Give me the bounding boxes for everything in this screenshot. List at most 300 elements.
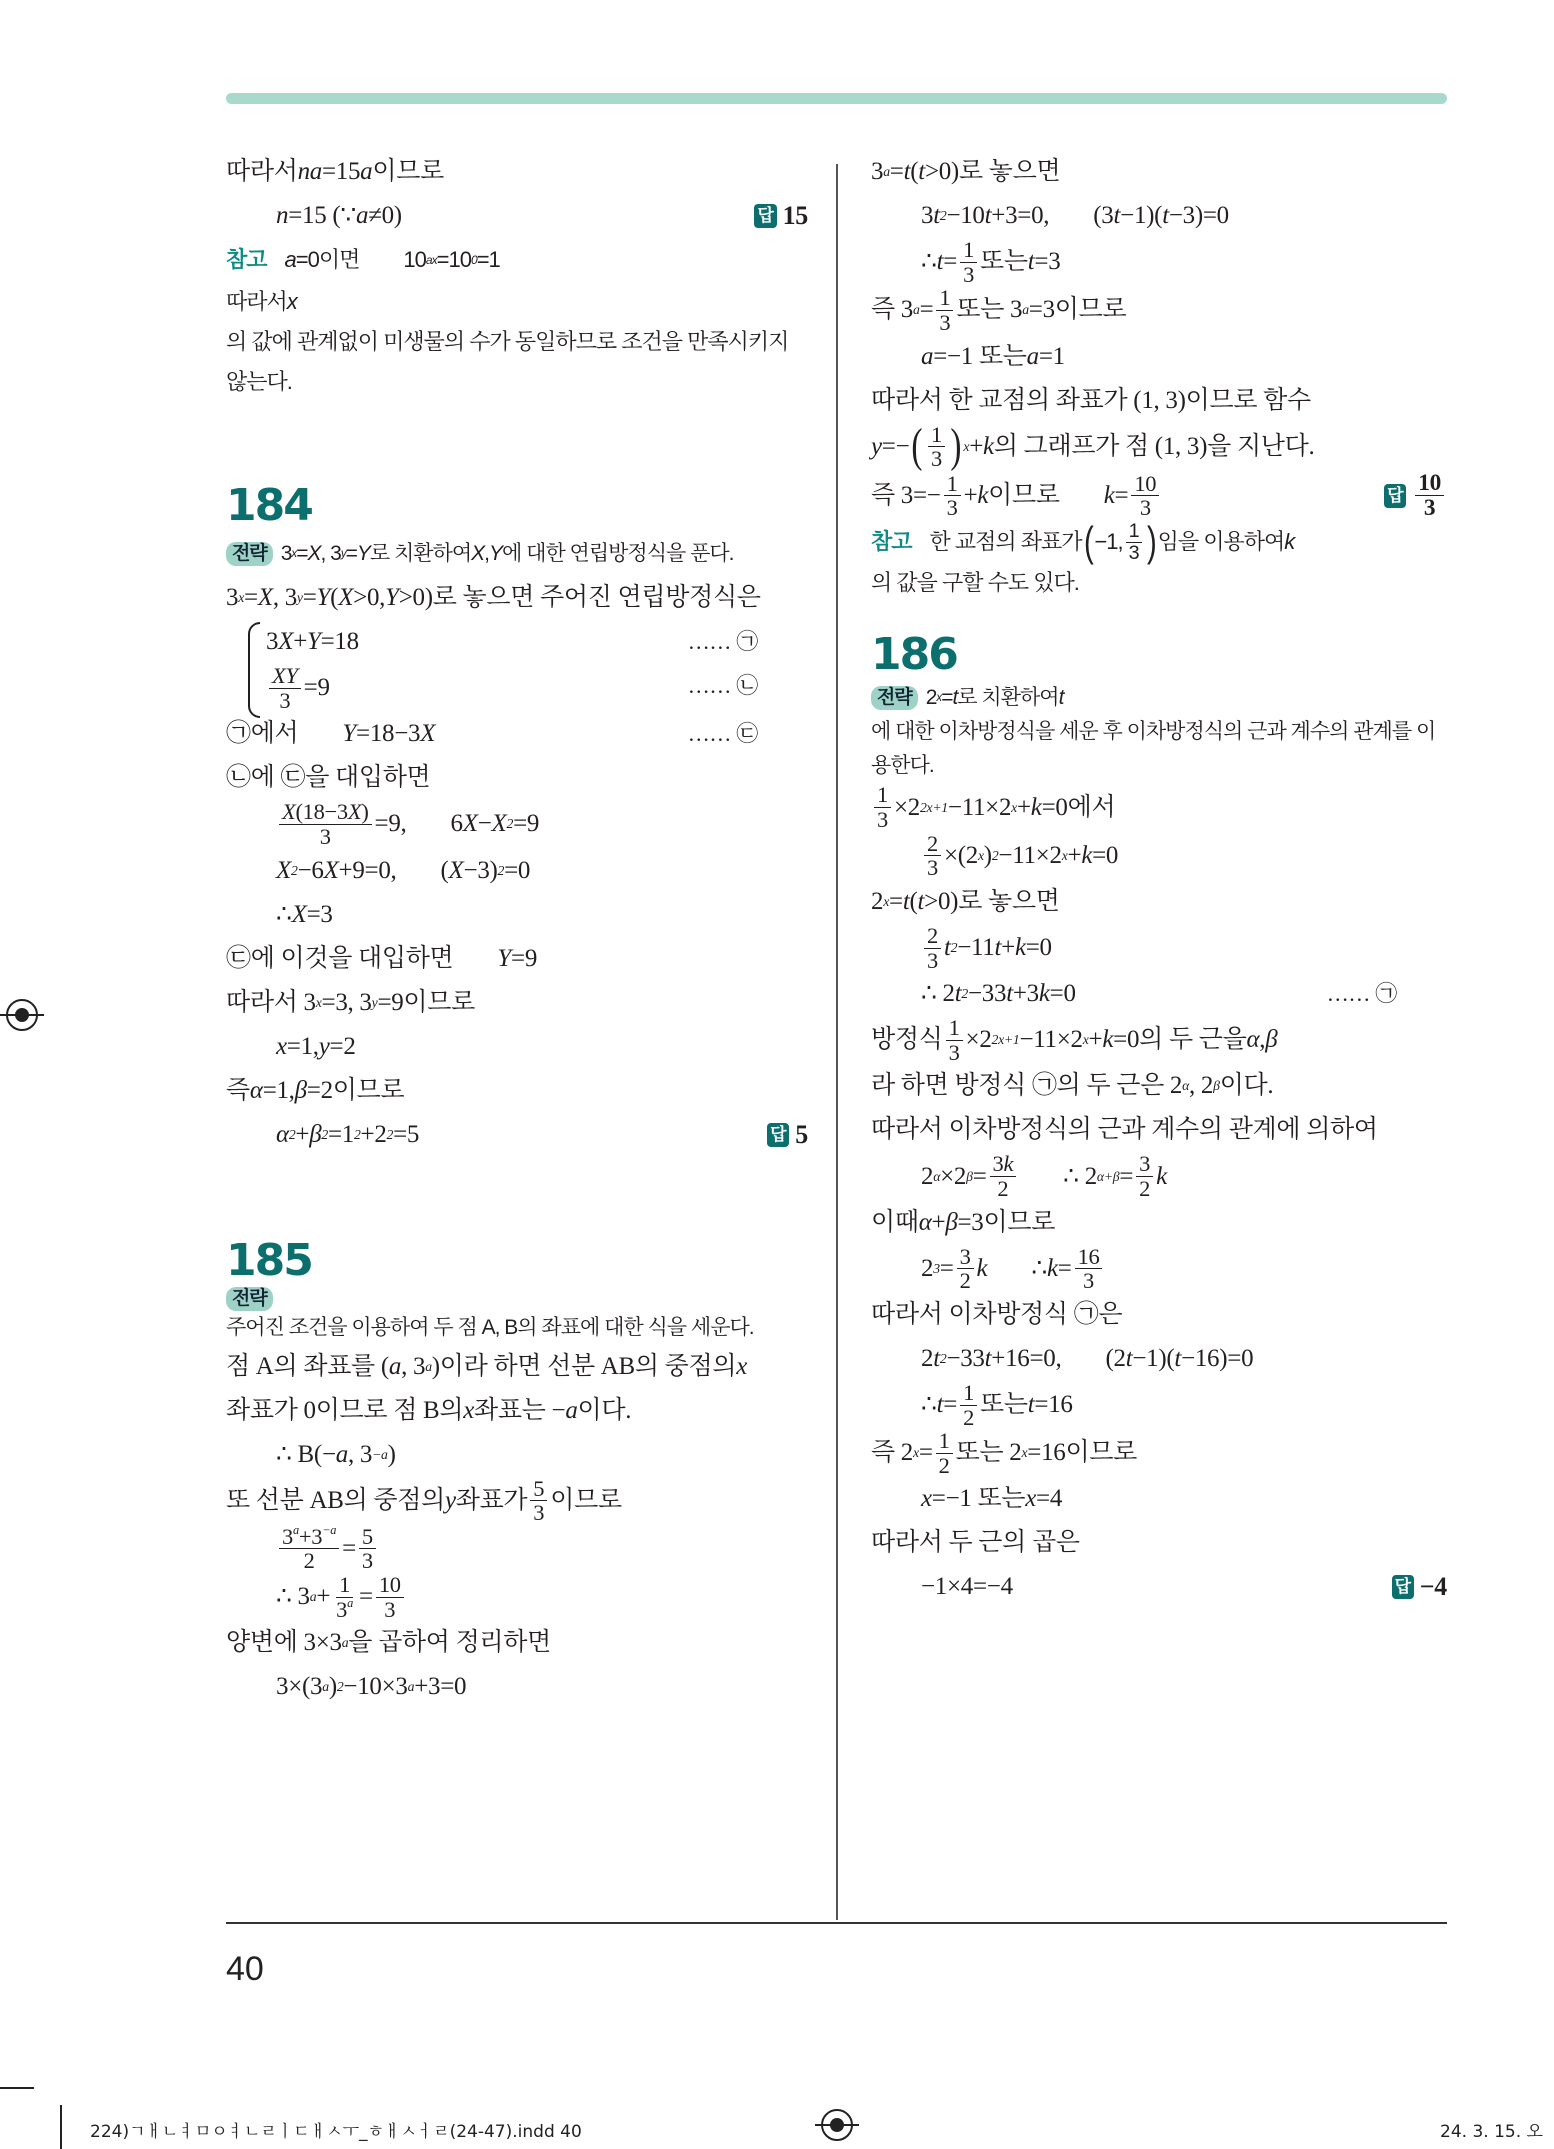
text-run: 3 xyxy=(280,542,292,565)
text-run: =15 (∵ xyxy=(288,202,356,229)
solution-line xyxy=(871,335,1447,379)
fraction-denominator xyxy=(1080,1269,1097,1293)
note-line xyxy=(871,518,1447,604)
text-run: −11×2 xyxy=(998,841,1062,869)
text-run: −11×2 xyxy=(947,793,1012,821)
text-run: 5 xyxy=(533,1475,545,1501)
solution-line xyxy=(226,893,808,937)
solution-line: $\frac{X(18-3X)}{3}$ =9, 6 X − X 2 =9 xyxy=(226,800,808,848)
math-variable: k xyxy=(1103,481,1115,509)
fraction-denominator xyxy=(276,689,293,713)
solution-line xyxy=(226,756,808,800)
problem-number: 185 xyxy=(226,1234,312,1286)
answer xyxy=(767,1113,808,1157)
text-run: = xyxy=(972,1162,987,1190)
math-variable: X xyxy=(491,810,507,838)
math-variable: t xyxy=(933,202,940,229)
solution-line: 2 3 = $\frac{3}{2}$ k ∴ k = $\frac{16}{3}$ xyxy=(871,1245,1447,1293)
system-row xyxy=(266,664,808,712)
text-run: =1 xyxy=(1038,342,1065,370)
fraction-denominator xyxy=(301,1549,318,1573)
text-run: ∴ 2 xyxy=(921,980,955,1008)
text-run: 3 xyxy=(1139,495,1151,521)
strategy-badge: 전략 xyxy=(871,686,918,710)
solution-line: 따라서 3 x =3, 3 y =9이므로 xyxy=(226,981,808,1025)
text-run: 10 xyxy=(378,1572,401,1597)
math-variable: X xyxy=(282,799,296,825)
text-run: 에 대한 이차방정식을 세운 후 이차방정식의 근과 계수의 관계를 이용한다. xyxy=(871,720,1436,778)
brace-icon xyxy=(248,622,260,718)
text-run: +3 xyxy=(1012,980,1039,1008)
page-number: 40 xyxy=(226,1950,264,1988)
text-run: =9 xyxy=(513,810,540,838)
text-run: = xyxy=(1119,1162,1134,1190)
text-run: 2 xyxy=(921,1344,934,1372)
text-run: 라 하면 방정식 ㉠의 두 근은 2 xyxy=(871,1072,1183,1100)
fraction xyxy=(936,286,953,334)
math-variable: k xyxy=(1081,841,1093,869)
strategy-badge: 전략 xyxy=(226,1287,273,1311)
text-run: ) xyxy=(387,1440,396,1468)
problem-number: 186 xyxy=(871,629,957,681)
fraction xyxy=(359,1525,376,1573)
footer-date: 24. 3. 15. 오 xyxy=(1440,2122,1543,2142)
text-run: =0에서 xyxy=(1041,793,1116,821)
solution-line: 2 α ×2 β = $\frac{3k}{2}$ ∴ 2 α+β = $\frac{3}{2}$ k xyxy=(921,1151,1167,1202)
fraction-denominator xyxy=(994,1177,1011,1201)
text-run: , 3 xyxy=(401,1352,426,1380)
math-variable: t xyxy=(902,887,910,915)
strategy-line xyxy=(226,1287,808,1345)
text-run: + xyxy=(931,1208,946,1236)
fraction-numerator xyxy=(924,924,941,949)
text-run: 10 xyxy=(403,247,426,272)
system-row xyxy=(266,620,808,664)
text-run: 또는 xyxy=(980,248,1028,276)
text-run: 또 선분 AB의 중점의 xyxy=(226,1486,445,1514)
text-run: 즉 3 xyxy=(871,296,914,324)
fraction xyxy=(1126,521,1142,564)
header-color-bar xyxy=(226,93,1447,104)
text-run: = xyxy=(943,248,958,276)
text-run: 3 xyxy=(1128,541,1139,564)
math-variable: X xyxy=(276,856,291,884)
fraction-numerator xyxy=(1126,521,1142,543)
bottom-rule xyxy=(226,1922,1447,1924)
text-run: +3 xyxy=(298,1523,323,1549)
answer xyxy=(1384,471,1447,521)
text-run: 이때 xyxy=(871,1208,919,1236)
fraction-denominator xyxy=(1136,1177,1153,1201)
text-run: 1 xyxy=(963,237,975,262)
text-run: =3이므로 xyxy=(957,1208,1056,1236)
text-run: 2 xyxy=(925,686,937,710)
solution-line xyxy=(871,471,1447,521)
math-variable: x xyxy=(286,289,297,314)
solution-line xyxy=(871,1108,1447,1152)
fraction-denominator xyxy=(1421,496,1438,521)
text-run: +9=0, xyxy=(338,856,397,884)
answer-tag: 답 xyxy=(1384,484,1406,508)
fraction-denominator xyxy=(957,1269,974,1293)
text-run: 3 xyxy=(226,584,239,611)
text-run: = xyxy=(296,542,308,565)
text-run: 3 xyxy=(948,1039,960,1065)
fraction-denominator xyxy=(960,263,977,287)
fraction-numerator xyxy=(960,238,977,263)
text-run: 3 xyxy=(959,1243,971,1269)
fraction-numerator xyxy=(279,800,372,825)
math-variable: β xyxy=(309,1120,322,1148)
answer xyxy=(1392,1565,1447,1609)
text-run: + xyxy=(1088,1026,1103,1054)
text-run: ×2 xyxy=(940,1162,967,1190)
text-run: 2 xyxy=(921,1254,934,1282)
solution-line: $\frac{1}{3}$ ×2 2x+1 −11×2 x + k =0에서 xyxy=(871,783,1447,831)
solution-line xyxy=(871,1477,1447,1521)
text-run: = xyxy=(1114,481,1129,509)
text-run: +16=0, xyxy=(991,1344,1062,1372)
text-run: =0 xyxy=(1049,980,1076,1008)
big-parenthesis: ) xyxy=(950,419,962,472)
fraction xyxy=(1136,1152,1153,1200)
big-parenthesis: ) xyxy=(1146,518,1156,566)
text-run: −1, xyxy=(1094,529,1123,555)
math-variable: x xyxy=(463,1396,475,1424)
fraction-numerator xyxy=(924,832,941,857)
text-run: 의 값을 구할 수도 있다. xyxy=(871,570,1079,596)
text-run: 3 xyxy=(927,855,938,881)
fraction xyxy=(936,1429,953,1477)
solution-line xyxy=(871,379,1447,423)
fraction-denominator xyxy=(359,1549,376,1573)
fraction xyxy=(990,1152,1017,1200)
math-variable: Y xyxy=(489,542,503,565)
left-column xyxy=(226,150,808,1709)
text-run: (18−3 xyxy=(295,799,348,825)
text-run: 즉 xyxy=(226,1076,250,1104)
strategy-line: 전략 3 x = X , 3 y = Y 로 치환하여 X , Y 에 대한 연립방정식을 푼다. xyxy=(226,532,808,576)
text-run: 10 xyxy=(1418,469,1441,496)
text-run: =0 xyxy=(1092,841,1119,869)
math-variable: k xyxy=(1156,1162,1167,1190)
fraction-denominator xyxy=(928,447,945,471)
text-run: =3 xyxy=(1034,248,1061,276)
text-run: = xyxy=(939,1254,954,1282)
fraction-numerator xyxy=(960,1381,977,1406)
math-variable: y xyxy=(871,432,882,460)
fraction-numerator xyxy=(376,1573,404,1598)
text-run: =9 xyxy=(511,944,538,972)
text-run: 좌표가 xyxy=(455,1486,528,1514)
text-run: >0)로 놓으면 주어진 연립방정식은 xyxy=(398,584,761,611)
note-line: 참고 a =0이면 10 ax =10 0 =1 xyxy=(226,238,808,282)
math-variable: a xyxy=(921,342,934,370)
fraction-numerator xyxy=(936,1429,953,1454)
text-run: + xyxy=(1001,934,1015,962)
math-variable: X xyxy=(448,856,464,884)
text-run: 1 xyxy=(939,285,951,311)
text-run: ∴ B(− xyxy=(276,1440,336,1468)
text-run: ( xyxy=(910,158,919,185)
fraction xyxy=(874,783,891,831)
equation-marker: …… ㉡ xyxy=(687,673,758,698)
fraction-denominator xyxy=(924,856,941,880)
math-variable: α xyxy=(1246,1026,1260,1054)
math-variable: X xyxy=(462,810,478,838)
math-variable: t xyxy=(1027,1391,1035,1419)
text-run: 3 xyxy=(871,158,884,185)
text-run: −16)=0 xyxy=(1181,1344,1254,1372)
solution-line: 3 x = X , 3 y = Y ( X >0, Y >0)로 놓으면 주어진 연립방정식은 xyxy=(226,576,808,620)
text-run: =1 xyxy=(327,1120,354,1148)
solution-line: 2 t 2 −33 t +16=0, (2 t −1)( t −16)=0 xyxy=(871,1337,1447,1381)
text-run: 5 xyxy=(361,1523,373,1549)
text-run: (3 xyxy=(1093,202,1114,229)
superscript: a xyxy=(347,1595,353,1610)
fraction xyxy=(944,472,961,520)
text-run: 3 xyxy=(921,202,934,229)
math-variable: y xyxy=(444,1486,456,1514)
fraction-numerator xyxy=(946,1016,963,1041)
fraction xyxy=(946,1016,963,1064)
math-variable: X xyxy=(323,856,339,884)
text-run: >0, xyxy=(353,584,386,611)
fraction xyxy=(928,423,945,471)
math-variable: X xyxy=(347,799,362,825)
text-run: 1 xyxy=(930,421,942,447)
text-run: = xyxy=(918,1439,933,1467)
math-variable: t xyxy=(1174,1344,1182,1372)
text-run: 이므로 xyxy=(550,1486,622,1514)
answer-tag: 답 xyxy=(1392,1575,1414,1599)
math-variable: XY xyxy=(272,663,298,688)
fraction xyxy=(924,924,941,972)
text-run: ㉠에서 xyxy=(226,720,299,748)
text-run: ( xyxy=(440,856,449,884)
text-run: =1, xyxy=(286,1032,319,1060)
text-run: 1 xyxy=(1128,519,1139,542)
text-run: +3=0 xyxy=(414,1673,467,1701)
text-run: = xyxy=(302,584,317,611)
math-variable: t xyxy=(918,158,925,185)
text-run: = xyxy=(1057,1254,1072,1282)
text-run: = xyxy=(244,584,258,611)
math-variable: k xyxy=(1284,529,1295,555)
text-run: 1 xyxy=(948,1015,960,1041)
text-run: 좌표는 − xyxy=(474,1396,566,1424)
text-run: =9이므로 xyxy=(377,988,475,1016)
text-run: 한 교점의 좌표가 xyxy=(929,529,1082,555)
text-run: 양변에 3×3 xyxy=(226,1629,342,1657)
text-run: = xyxy=(889,887,903,915)
text-run: = xyxy=(345,542,357,565)
math-variable: t xyxy=(936,248,944,276)
solution-line: 점 A의 좌표를 ( a , 3 a )이라 하면 선분 AB의 중점의 x 좌표가 0이므로 점 B의 x 좌표는 − a 이다. xyxy=(226,1345,808,1433)
fraction-denominator xyxy=(530,1501,547,1525)
text-run: 2 xyxy=(997,1176,1009,1202)
text-run: −33 xyxy=(968,980,1007,1008)
text-run: (2 xyxy=(1105,1344,1126,1372)
solution-line xyxy=(226,1477,808,1525)
math-variable: k xyxy=(1038,980,1050,1008)
math-variable: α xyxy=(276,1120,289,1148)
fraction-denominator xyxy=(381,1598,398,1622)
text-run: 방정식 xyxy=(871,1026,943,1054)
solution-line: y =− ( $\frac{1}{3}$ ) x + k 의 그래프가 점 (1, 3)을 지난다. xyxy=(871,419,1315,472)
math-variable: t xyxy=(1058,686,1064,710)
text-run: − xyxy=(477,810,492,838)
text-run: 2 xyxy=(1139,1176,1151,1202)
fraction xyxy=(269,664,301,712)
fraction xyxy=(333,1573,356,1621)
solution-line: 2 x = t ( t >0)로 놓으면 xyxy=(871,880,1447,924)
text-run: = xyxy=(359,1583,373,1611)
column-divider xyxy=(836,164,838,1920)
text-run: 임을 이용하여 xyxy=(1157,529,1285,555)
math-variable: Y xyxy=(385,584,399,611)
text-run: 의 그래프가 점 (1, 3)을 지난다. xyxy=(993,432,1315,460)
text-run: 3 xyxy=(930,446,942,472)
fraction-denominator xyxy=(936,1454,953,1478)
solution-line xyxy=(871,1293,1447,1337)
text-run: ∴ xyxy=(1031,1254,1047,1282)
text-run: ×2 xyxy=(893,793,920,821)
text-run: + xyxy=(295,1120,310,1148)
text-run: + xyxy=(1067,841,1082,869)
answer-tag: 답 xyxy=(754,204,776,228)
math-variable: t xyxy=(984,202,992,229)
fraction-denominator xyxy=(317,825,334,849)
text-run: =18−3 xyxy=(356,720,421,748)
text-run: 2 xyxy=(938,1452,950,1478)
text-run: 10 xyxy=(1134,470,1157,496)
math-variable: x xyxy=(921,1485,932,1513)
math-variable: n xyxy=(276,202,289,229)
text-run: =18 xyxy=(320,628,359,655)
text-run: =5 xyxy=(393,1120,420,1148)
text-run: 을 곱하여 정리하면 xyxy=(348,1629,551,1657)
solution-line: 즉 2 x = $\frac{1}{2}$ 또는 2 x =16이므로 xyxy=(871,1428,1138,1478)
text-run: = xyxy=(342,1534,356,1562)
text-run: =− xyxy=(881,432,910,460)
solution-line xyxy=(226,1025,808,1069)
solution-line: 양변에 3×3 a 을 곱하여 정리하면 xyxy=(226,1621,808,1665)
math-variable: a xyxy=(360,158,373,185)
fraction-numerator xyxy=(957,1245,974,1270)
text-run: 로 치환하여 xyxy=(369,542,472,565)
text-run: ∴ 3 xyxy=(276,1583,310,1611)
text-run: −10×3 xyxy=(343,1673,408,1701)
text-run: 1 xyxy=(339,1572,351,1597)
text-run: >0)로 놓으면 xyxy=(924,887,1060,915)
text-run: 의 값에 관계없이 미생물의 수가 동일하므로 조건을 만족시키지 않는다. xyxy=(226,329,789,394)
text-run: 따라서 이차방정식 ㉠은 xyxy=(871,1300,1123,1328)
text-run: ≠0) xyxy=(368,202,402,229)
text-run: 3 xyxy=(939,309,951,335)
text-run: −10 xyxy=(946,202,985,229)
text-run: ( xyxy=(330,584,339,611)
text-run: ㉢에 이것을 대입하면 xyxy=(226,944,454,972)
text-run: 2 xyxy=(959,1268,971,1294)
math-variable: X xyxy=(307,542,321,565)
math-variable: t xyxy=(917,887,925,915)
math-variable: t xyxy=(936,1391,944,1419)
solution-line xyxy=(871,1201,1447,1245)
math-variable: a xyxy=(284,247,296,272)
math-variable: α xyxy=(249,1076,263,1104)
text-run: ) xyxy=(361,799,369,825)
text-run: ( xyxy=(909,887,918,915)
text-run: 3 xyxy=(266,628,279,655)
math-variable: k xyxy=(983,432,994,460)
fraction-numerator xyxy=(936,286,953,311)
superscript: −a xyxy=(322,1522,337,1537)
solution-line xyxy=(226,937,808,981)
text-run: 3 xyxy=(384,1596,396,1622)
text-run: + xyxy=(316,1583,331,1611)
text-run: 2 xyxy=(927,830,938,856)
solution-line: ∴ 3 a + $\frac{1}{3^a}$ = $\frac{10}{3}$ xyxy=(226,1573,808,1621)
fraction-denominator xyxy=(946,1041,963,1065)
math-variable: k xyxy=(977,481,989,509)
text-run: 주어진 조건을 이용하여 두 점 A, B의 좌표에 대한 식을 세운다. xyxy=(226,1315,754,1339)
math-variable: x xyxy=(276,1032,287,1060)
math-variable: t xyxy=(954,980,962,1008)
text-run: 3 xyxy=(361,1548,373,1574)
text-run: 6 xyxy=(450,810,463,838)
math-variable: X xyxy=(471,542,485,565)
fraction xyxy=(960,238,977,286)
text-run: 따라서 xyxy=(226,289,287,314)
text-run: 2 xyxy=(927,922,938,948)
note-label: 참고 xyxy=(871,529,912,555)
text-run: 3 xyxy=(963,261,975,287)
text-run: 따라서 3 xyxy=(226,988,316,1016)
math-variable: Y xyxy=(307,628,321,655)
text-run: 즉 2 xyxy=(871,1439,914,1467)
solution-line xyxy=(226,1069,808,1113)
text-run: −11 xyxy=(957,934,995,962)
fraction-denominator xyxy=(944,496,961,520)
math-variable: X xyxy=(291,900,307,928)
text-run: 1 xyxy=(946,470,958,496)
text-run: 3×(3 xyxy=(276,1673,323,1701)
answer xyxy=(754,194,808,238)
solution-line xyxy=(226,1522,808,1574)
text-run: 3 xyxy=(927,947,938,973)
math-variable: β xyxy=(1265,1026,1278,1054)
text-run: = xyxy=(919,296,934,324)
fraction-numerator xyxy=(359,1525,376,1550)
text-run: −1)( xyxy=(1132,1344,1175,1372)
math-variable: t xyxy=(943,934,951,962)
text-run: ∴ xyxy=(276,900,292,928)
text-run: 3 xyxy=(282,1523,293,1549)
solution-line: 즉 3 a = $\frac{1}{3}$ 또는 3 a =3이므로 xyxy=(871,285,1127,335)
solution-line xyxy=(226,150,808,194)
solution-line xyxy=(871,238,1447,286)
text-run: 16 xyxy=(1077,1243,1100,1269)
answer-value: 15 xyxy=(782,201,808,230)
text-run: =2 xyxy=(329,1032,356,1060)
solution-line: 3 a = t ( t >0)로 놓으면 xyxy=(871,150,1447,194)
strategy-badge: 전략 xyxy=(226,542,273,566)
big-parenthesis: ( xyxy=(1083,518,1093,566)
text-run: =9, xyxy=(374,810,407,838)
registration-mark-icon xyxy=(821,2109,853,2141)
math-variable: t xyxy=(994,934,1002,962)
